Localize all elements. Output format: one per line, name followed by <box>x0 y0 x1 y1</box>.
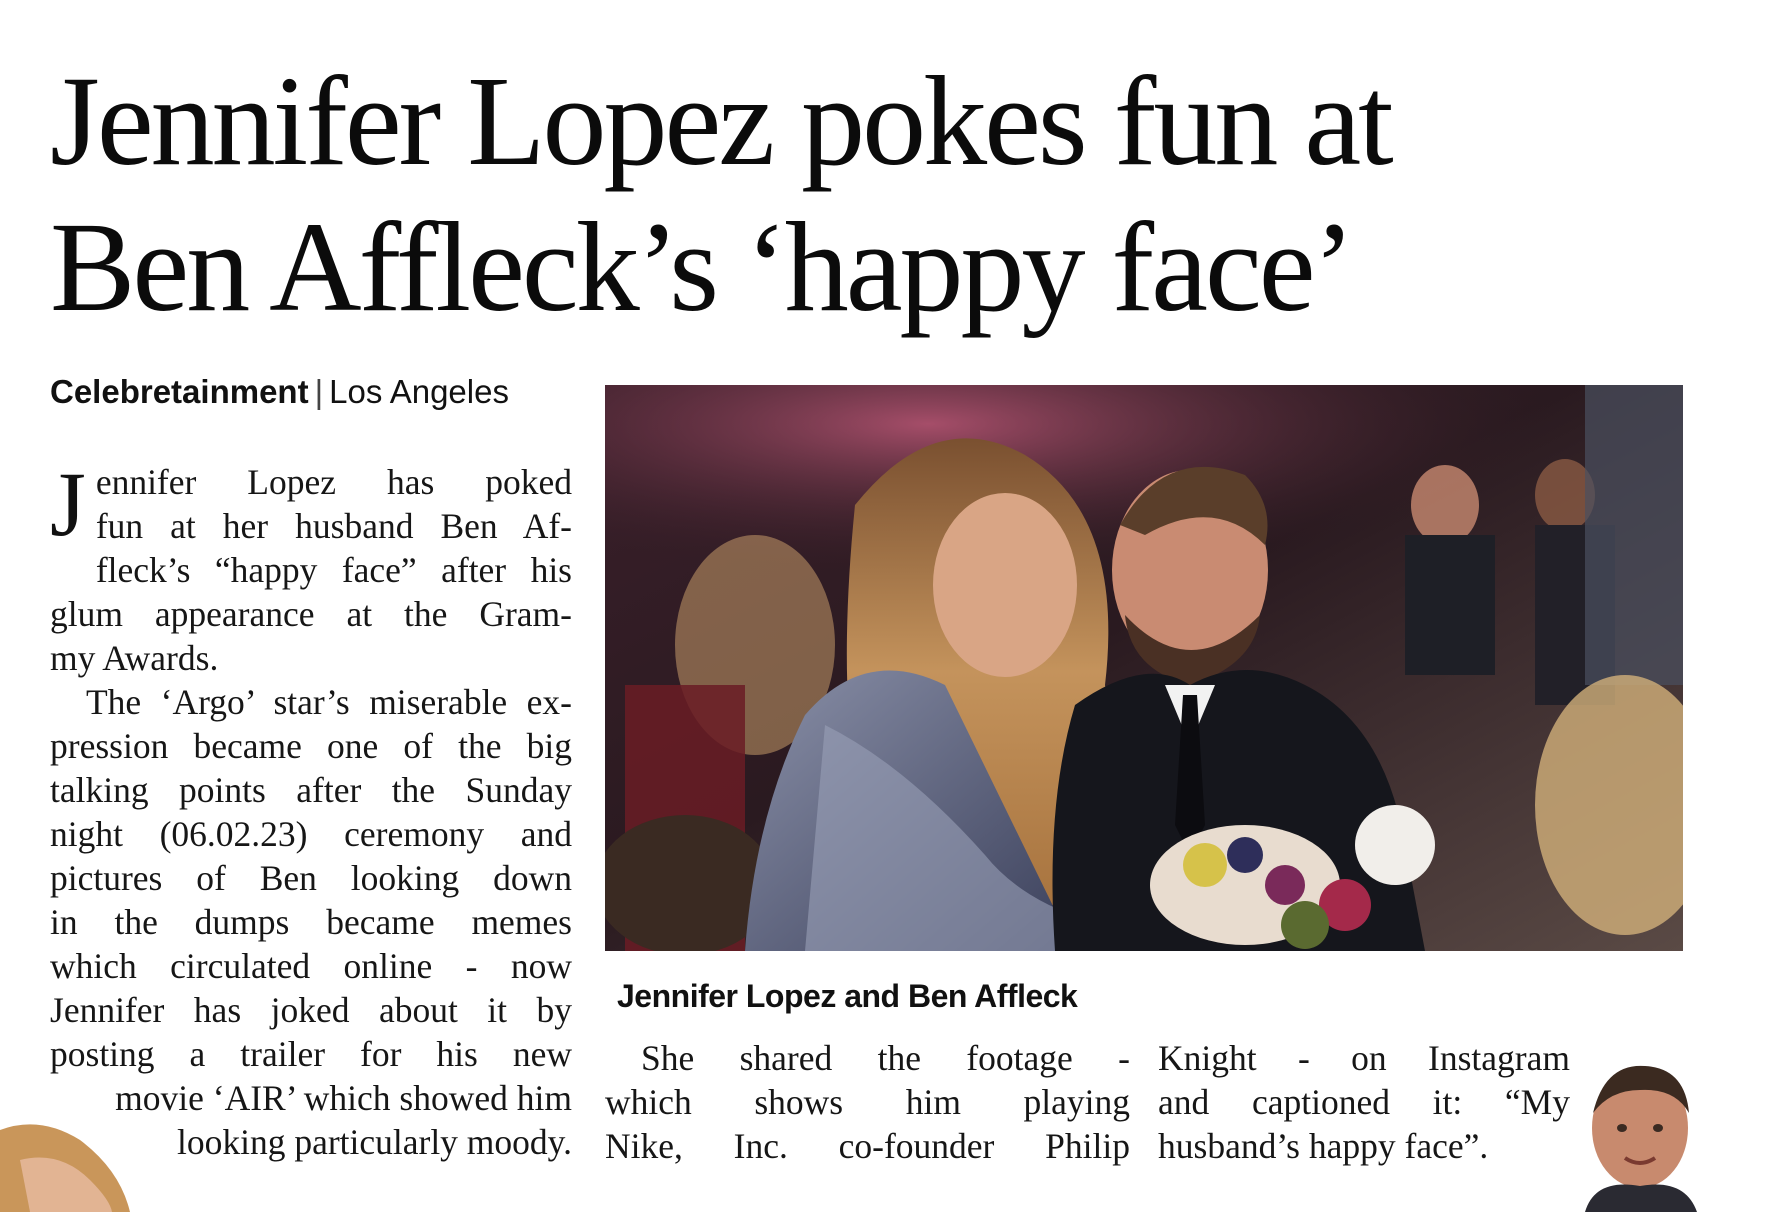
body-line: Nike, Inc. co-founder Philip <box>605 1126 1130 1166</box>
body-line: in the dumps became memes <box>50 902 572 942</box>
article-column-3 <box>1158 1036 1570 1168</box>
body-line: The ‘Argo’ star’s miserable ex- <box>86 682 572 722</box>
body-line: glum appearance at the Gram- <box>50 594 572 634</box>
body-line: She shared the footage - <box>641 1038 1130 1078</box>
article-column-1 <box>50 453 572 1164</box>
headline <box>50 48 1710 340</box>
body-line: talking points after the Sunday <box>50 770 572 810</box>
body-line: night (06.02.23) ceremony and <box>50 814 572 854</box>
headline-line-1: Jennifer Lopez pokes fun at <box>50 50 1391 192</box>
article-column-2 <box>605 1036 1130 1168</box>
body-line: pictures of Ben looking down <box>50 858 572 898</box>
dateline-separator: | <box>314 373 324 410</box>
dateline <box>50 372 509 412</box>
dateline-brand: Celebretainment <box>50 373 309 410</box>
body-line: pression became one of the big <box>50 726 572 766</box>
body-line: which circulated online - now <box>50 946 572 986</box>
body-line: posting a trailer for his new <box>50 1034 572 1074</box>
photo-caption: Jennifer Lopez and Ben Affleck <box>617 978 1078 1014</box>
news-photo <box>605 385 1683 951</box>
headline-line-2: Ben Affleck’s ‘happy face’ <box>50 196 1353 338</box>
body-line: which shows him playing <box>605 1082 1130 1122</box>
body-line: movie ‘AIR’ which showed him <box>115 1078 572 1118</box>
drop-cap: J <box>50 453 86 555</box>
body-line: my Awards. <box>50 638 219 678</box>
body-line: fleck’s “happy face” after his <box>95 550 572 590</box>
body-line: Knight - on Instagram <box>1158 1038 1570 1078</box>
cropped-photo-left <box>0 1120 140 1212</box>
dateline-location: Los Angeles <box>329 373 509 410</box>
body-line: and captioned it: “My <box>1158 1082 1570 1122</box>
body-line: husband’s happy face”. <box>1158 1126 1489 1166</box>
body-line: Jennifer has joked about it by <box>50 990 572 1030</box>
body-line: looking particularly moody. <box>176 1122 572 1162</box>
body-line: fun at her husband Ben Af- <box>95 506 572 546</box>
headshot-photo-right <box>1575 1058 1705 1212</box>
body-line: ennifer Lopez has poked <box>95 462 572 502</box>
